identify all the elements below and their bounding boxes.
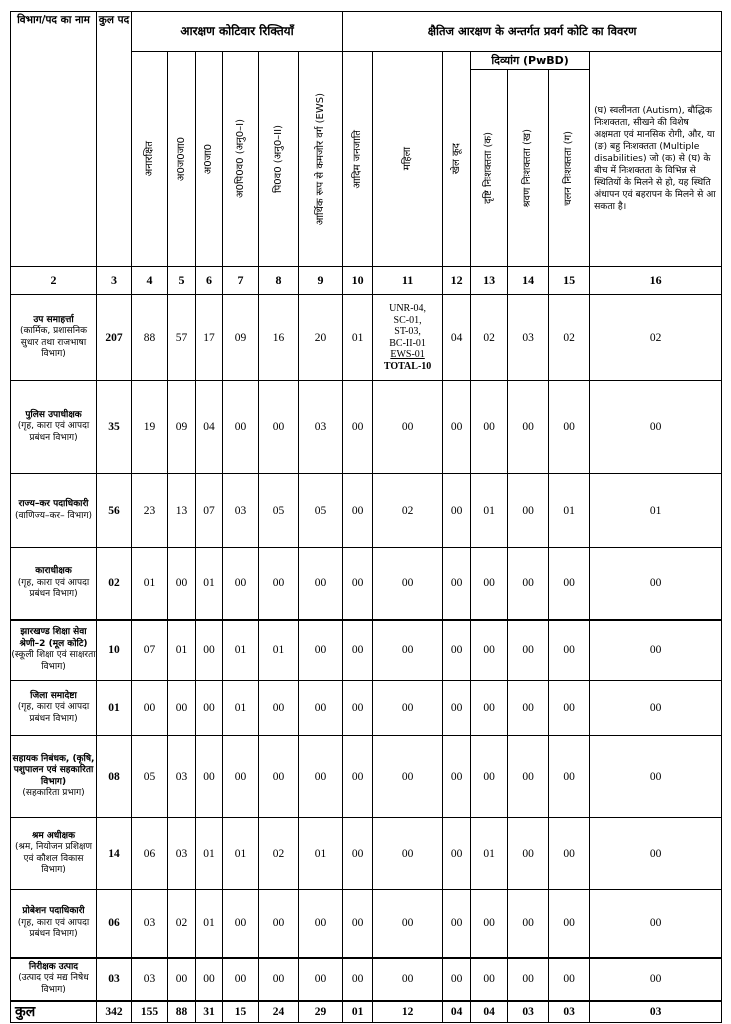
autism-cell: 00 (590, 681, 722, 736)
dept-cell (11, 958, 97, 1001)
women-cell: 00 (373, 958, 443, 1001)
pvtg-cell: 00 (343, 381, 373, 474)
pwbd-header-hearing-text: श्रवण निःशक्तता (ख) (522, 128, 534, 208)
ur-cell: 03 (132, 890, 168, 958)
sc-cell: 17 (196, 295, 223, 381)
women-cell: 00 (373, 381, 443, 474)
hearing-cell: 00 (508, 474, 549, 548)
totals-row (11, 1001, 722, 1023)
post-title: काराधीक्षक (35, 566, 72, 576)
totals-hearing: 03 (508, 1001, 549, 1023)
dept-name: (कार्मिक, प्रशासनिक सुधार तथा राजभाषा विभाग) (20, 326, 87, 359)
dept-name: (स्कूली शिक्षा एवं साक्षरता विभाग) (11, 650, 96, 672)
hearing-cell: 00 (508, 620, 549, 681)
table-row (11, 890, 722, 958)
st-cell: 03 (168, 736, 196, 818)
cat-header-bc1-text: अ0पि0व0 (अनु0–I) (234, 119, 246, 199)
horiz-header-pvtg (343, 52, 373, 267)
totals-autism: 03 (590, 1001, 722, 1023)
visual-cell: 00 (471, 890, 508, 958)
cat-header-ur-text: अनारक्षित (143, 141, 155, 177)
cat-header-st-text: अ0ज0जा0 (175, 136, 187, 182)
pwbd-header-loco-text: चलन निःशक्तता (ग) (563, 130, 575, 206)
women-cell: 00 (373, 548, 443, 620)
pvtg-cell: 00 (343, 818, 373, 890)
ews-cell: 03 (299, 381, 343, 474)
autism-cell: 00 (590, 548, 722, 620)
table-row (11, 958, 722, 1001)
dept-cell (11, 736, 97, 818)
totals-ews: 29 (299, 1001, 343, 1023)
visual-cell: 00 (471, 681, 508, 736)
dept-cell (11, 620, 97, 681)
cat-header-ews (299, 52, 343, 267)
women-cell: 00 (373, 736, 443, 818)
bc2-cell: 00 (259, 958, 299, 1001)
women-breakdown-ews: EWS-01 (390, 349, 425, 360)
ur-cell: 07 (132, 620, 168, 681)
women-breakdown-cell (373, 295, 443, 381)
bc1-cell: 03 (223, 474, 259, 548)
table-row (11, 681, 722, 736)
sc-cell: 00 (196, 736, 223, 818)
autism-note-header: (घ) स्वलीनता (Autism), बौद्धिक निःशक्तता, सीखने की विशेष अक्षमता एवं मानसिक रोगी, और, या (ङ) बहु निःशक्तता (Multiple disabilities) जो (क) से (घ) के बीच में निःशक्तता के विभिन्न से स्थितियों के मिलने से हो, यह स्थिति अंधापन एवं बहरापन के मिलने से आ सकता है। (590, 52, 722, 267)
loco-cell: 02 (549, 295, 590, 381)
hearing-cell: 00 (508, 818, 549, 890)
sports-cell: 00 (443, 681, 471, 736)
totals-women: 12 (373, 1001, 443, 1023)
autism-cell: 00 (590, 890, 722, 958)
sports-cell: 00 (443, 736, 471, 818)
women-cell: 00 (373, 890, 443, 958)
dept-name: (गृह, कारा एवं आपदा प्रबंधन विभाग) (17, 702, 90, 724)
table-row (11, 736, 722, 818)
bc1-cell: 09 (223, 295, 259, 381)
post-title: सहायक निबंधक, (कृषि, पशुपालन एवं सहकारिता विभाग) (12, 753, 95, 787)
col-no: 16 (590, 267, 722, 295)
hearing-cell: 00 (508, 381, 549, 474)
bc2-cell: 01 (259, 620, 299, 681)
dept-name: (सहकारिता प्रभाग) (22, 788, 85, 798)
bc2-cell: 00 (259, 736, 299, 818)
cat-header-bc2 (259, 52, 299, 267)
bc1-cell: 01 (223, 681, 259, 736)
dept-cell (11, 818, 97, 890)
ur-cell: 05 (132, 736, 168, 818)
totals-loco: 03 (549, 1001, 590, 1023)
total-cell: 06 (97, 890, 132, 958)
col-no: 9 (299, 267, 343, 295)
ur-cell: 19 (132, 381, 168, 474)
dept-cell (11, 381, 97, 474)
dept-cell (11, 295, 97, 381)
bc2-cell: 00 (259, 548, 299, 620)
col-no: 8 (259, 267, 299, 295)
pvtg-cell: 00 (343, 474, 373, 548)
visual-cell: 00 (471, 620, 508, 681)
total-cell: 56 (97, 474, 132, 548)
sc-cell: 01 (196, 818, 223, 890)
women-breakdown-line: SC-01, (393, 314, 422, 326)
table-row (11, 381, 722, 474)
col-no: 15 (549, 267, 590, 295)
loco-cell: 01 (549, 474, 590, 548)
dept-cell (11, 548, 97, 620)
sports-cell: 04 (443, 295, 471, 381)
bc2-cell: 02 (259, 818, 299, 890)
hearing-cell: 00 (508, 736, 549, 818)
total-cell: 207 (97, 295, 132, 381)
reservation-group-header: आरक्षण कोटिवार रिक्तियाँ (132, 12, 343, 52)
ews-cell: 00 (299, 681, 343, 736)
loco-cell: 00 (549, 818, 590, 890)
women-breakdown-line: UNR-04, (389, 303, 427, 314)
visual-cell: 01 (471, 818, 508, 890)
bc2-cell: 00 (259, 381, 299, 474)
sports-cell: 00 (443, 474, 471, 548)
autism-cell: 00 (590, 620, 722, 681)
st-cell: 03 (168, 818, 196, 890)
table-row (11, 548, 722, 620)
horiz-header-women-text: महिला (401, 147, 413, 171)
sc-cell: 00 (196, 620, 223, 681)
table-row (11, 818, 722, 890)
pwbd-header-hearing (508, 70, 549, 267)
ur-cell: 00 (132, 681, 168, 736)
st-cell: 00 (168, 958, 196, 1001)
autism-cell: 00 (590, 958, 722, 1001)
bc2-cell: 05 (259, 474, 299, 548)
dept-cell (11, 890, 97, 958)
hearing-cell: 00 (508, 890, 549, 958)
ur-cell: 23 (132, 474, 168, 548)
women-cell: 02 (373, 474, 443, 548)
autism-cell: 00 (590, 736, 722, 818)
totals-total: 342 (97, 1001, 132, 1023)
sc-cell: 07 (196, 474, 223, 548)
sports-cell: 00 (443, 620, 471, 681)
hearing-cell: 00 (508, 681, 549, 736)
vacancy-table (10, 11, 722, 1023)
women-cell: 00 (373, 681, 443, 736)
ews-cell: 00 (299, 548, 343, 620)
col-no: 7 (223, 267, 259, 295)
bc1-cell: 01 (223, 620, 259, 681)
dept-cell (11, 474, 97, 548)
st-cell: 02 (168, 890, 196, 958)
st-cell: 01 (168, 620, 196, 681)
visual-cell: 00 (471, 548, 508, 620)
ews-cell: 00 (299, 620, 343, 681)
cat-header-st (168, 52, 196, 267)
col-no: 10 (343, 267, 373, 295)
horizontal-group-header: क्षैतिज आरक्षण के अन्तर्गत प्रवर्ग कोटि का विवरण (343, 12, 722, 52)
cat-header-bc2-text: पि0व0 (अनु0–II) (272, 125, 284, 193)
totals-sc: 31 (196, 1001, 223, 1023)
women-breakdown-line (373, 349, 442, 361)
autism-cell: 01 (590, 474, 722, 548)
pvtg-cell: 00 (343, 548, 373, 620)
col-no: 5 (168, 267, 196, 295)
loco-cell: 00 (549, 681, 590, 736)
horiz-header-women (373, 52, 443, 267)
bc2-cell: 00 (259, 681, 299, 736)
visual-cell: 00 (471, 381, 508, 474)
ews-cell: 05 (299, 474, 343, 548)
pvtg-cell: 00 (343, 681, 373, 736)
autism-cell: 00 (590, 381, 722, 474)
sc-cell: 00 (196, 681, 223, 736)
loco-cell: 00 (549, 736, 590, 818)
sc-cell: 04 (196, 381, 223, 474)
col-no: 12 (443, 267, 471, 295)
pvtg-cell: 00 (343, 620, 373, 681)
cat-header-sc-text: अ0जा0 (203, 143, 214, 175)
column-number-row (11, 267, 722, 295)
totals-pvtg: 01 (343, 1001, 373, 1023)
table-row (11, 620, 722, 681)
col-no: 14 (508, 267, 549, 295)
visual-cell: 00 (471, 736, 508, 818)
pvtg-cell: 00 (343, 736, 373, 818)
bc2-cell: 00 (259, 890, 299, 958)
total-cell: 03 (97, 958, 132, 1001)
ews-cell: 00 (299, 736, 343, 818)
sc-cell: 01 (196, 890, 223, 958)
pvtg-cell: 00 (343, 890, 373, 958)
hearing-cell: 03 (508, 295, 549, 381)
cat-header-sc (196, 52, 223, 267)
st-cell: 00 (168, 548, 196, 620)
bc1-cell: 00 (223, 736, 259, 818)
totals-bc1: 15 (223, 1001, 259, 1023)
horiz-header-sports-text: खेल कूद (450, 143, 462, 175)
post-title: पुलिस उपाधीक्षक (25, 409, 82, 420)
totals-visual: 04 (471, 1001, 508, 1023)
col-no: 6 (196, 267, 223, 295)
dept-name: (उत्पाद एवं मद्य निषेध विभाग) (18, 973, 89, 995)
total-cell: 35 (97, 381, 132, 474)
totals-ur: 155 (132, 1001, 168, 1023)
post-title: श्रम अधीक्षक (32, 830, 75, 841)
bc1-cell: 00 (223, 890, 259, 958)
cat-header-ur (132, 52, 168, 267)
pwbd-header-visual (471, 70, 508, 267)
st-cell: 13 (168, 474, 196, 548)
post-title: राज्य–कर पदाधिकारी (18, 499, 89, 509)
bc1-cell: 00 (223, 958, 259, 1001)
total-cell: 02 (97, 548, 132, 620)
post-title: झारखण्ड शिक्षा सेवा श्रेणी–2 (मूल कोटि) (19, 627, 88, 649)
cat-header-bc1 (223, 52, 259, 267)
st-cell: 00 (168, 681, 196, 736)
post-title: निरीक्षक उत्पाद (28, 961, 79, 972)
bc1-cell: 00 (223, 548, 259, 620)
sports-cell: 00 (443, 958, 471, 1001)
dept-name: (गृह, कारा एवं आपदा प्रबंधन विभाग) (17, 577, 90, 599)
sports-cell: 00 (443, 818, 471, 890)
women-breakdown-total: TOTAL-10 (383, 360, 432, 372)
dept-name: (गृह, कारा एवं आपदा प्रबंधन विभाग) (17, 917, 90, 939)
visual-cell: 00 (471, 958, 508, 1001)
sports-cell: 00 (443, 548, 471, 620)
col-no: 13 (471, 267, 508, 295)
pwbd-group-header: दिव्यांग (PwBD) (471, 52, 590, 70)
dept-post-header: विभाग/पद का नाम (11, 12, 97, 267)
ur-cell: 88 (132, 295, 168, 381)
sc-cell: 00 (196, 958, 223, 1001)
autism-cell: 00 (590, 818, 722, 890)
pwbd-header-visual-text: दृष्टि निःशक्तता (क) (483, 132, 495, 204)
dept-name: (वाणिज्य–कर– विभाग) (14, 510, 93, 521)
col-no: 4 (132, 267, 168, 295)
total-cell: 01 (97, 681, 132, 736)
totals-bc2: 24 (259, 1001, 299, 1023)
women-breakdown-line: ST-03, (394, 326, 421, 337)
total-posts-header: कुल पद (97, 12, 132, 267)
loco-cell: 00 (549, 890, 590, 958)
total-cell: 10 (97, 620, 132, 681)
ews-cell: 20 (299, 295, 343, 381)
ews-cell: 00 (299, 958, 343, 1001)
ews-cell: 01 (299, 818, 343, 890)
hearing-cell: 00 (508, 958, 549, 1001)
totals-label: कुल (11, 1001, 97, 1023)
pwbd-header-loco (549, 70, 590, 267)
loco-cell: 00 (549, 548, 590, 620)
women-cell: 00 (373, 818, 443, 890)
col-no: 3 (97, 267, 132, 295)
horiz-header-sports (443, 52, 471, 267)
post-title: प्रोबेशन पदाधिकारी (22, 906, 85, 916)
autism-cell: 02 (590, 295, 722, 381)
dept-cell (11, 681, 97, 736)
cat-header-ews-text: आर्थिक रूप से कमजोर वर्ग (EWS) (314, 92, 326, 226)
dept-name: (गृह, कारा एवं आपदा प्रबंधन विभाग) (17, 421, 90, 443)
visual-cell: 02 (471, 295, 508, 381)
totals-sports: 04 (443, 1001, 471, 1023)
st-cell: 09 (168, 381, 196, 474)
ur-cell: 03 (132, 958, 168, 1001)
total-cell: 08 (97, 736, 132, 818)
header-row-1 (11, 12, 722, 52)
post-title: जिला समादेष्टा (30, 690, 77, 701)
reservation-table-wrapper (10, 11, 722, 1023)
loco-cell: 00 (549, 958, 590, 1001)
women-breakdown-line: BC-II-01 (389, 337, 426, 349)
ur-cell: 01 (132, 548, 168, 620)
horiz-header-pvtg-text: आदिम जनजाति (351, 129, 363, 189)
pvtg-cell: 00 (343, 958, 373, 1001)
ews-cell: 00 (299, 890, 343, 958)
hearing-cell: 00 (508, 548, 549, 620)
bc1-cell: 00 (223, 381, 259, 474)
totals-st: 88 (168, 1001, 196, 1023)
pvtg-cell: 01 (343, 295, 373, 381)
bc1-cell: 01 (223, 818, 259, 890)
loco-cell: 00 (549, 381, 590, 474)
visual-cell: 01 (471, 474, 508, 548)
women-cell: 00 (373, 620, 443, 681)
dept-name: (श्रम, नियोजन प्रशिक्षण एवं कौशल विकास विभाग) (15, 842, 92, 875)
col-no: 11 (373, 267, 443, 295)
st-cell: 57 (168, 295, 196, 381)
ur-cell: 06 (132, 818, 168, 890)
loco-cell: 00 (549, 620, 590, 681)
bc2-cell: 16 (259, 295, 299, 381)
col-no: 2 (11, 267, 97, 295)
table-row (11, 474, 722, 548)
table-row (11, 295, 722, 381)
sports-cell: 00 (443, 890, 471, 958)
total-cell: 14 (97, 818, 132, 890)
sc-cell: 01 (196, 548, 223, 620)
sports-cell: 00 (443, 381, 471, 474)
post-title: उप समाहर्त्ता (33, 314, 74, 325)
